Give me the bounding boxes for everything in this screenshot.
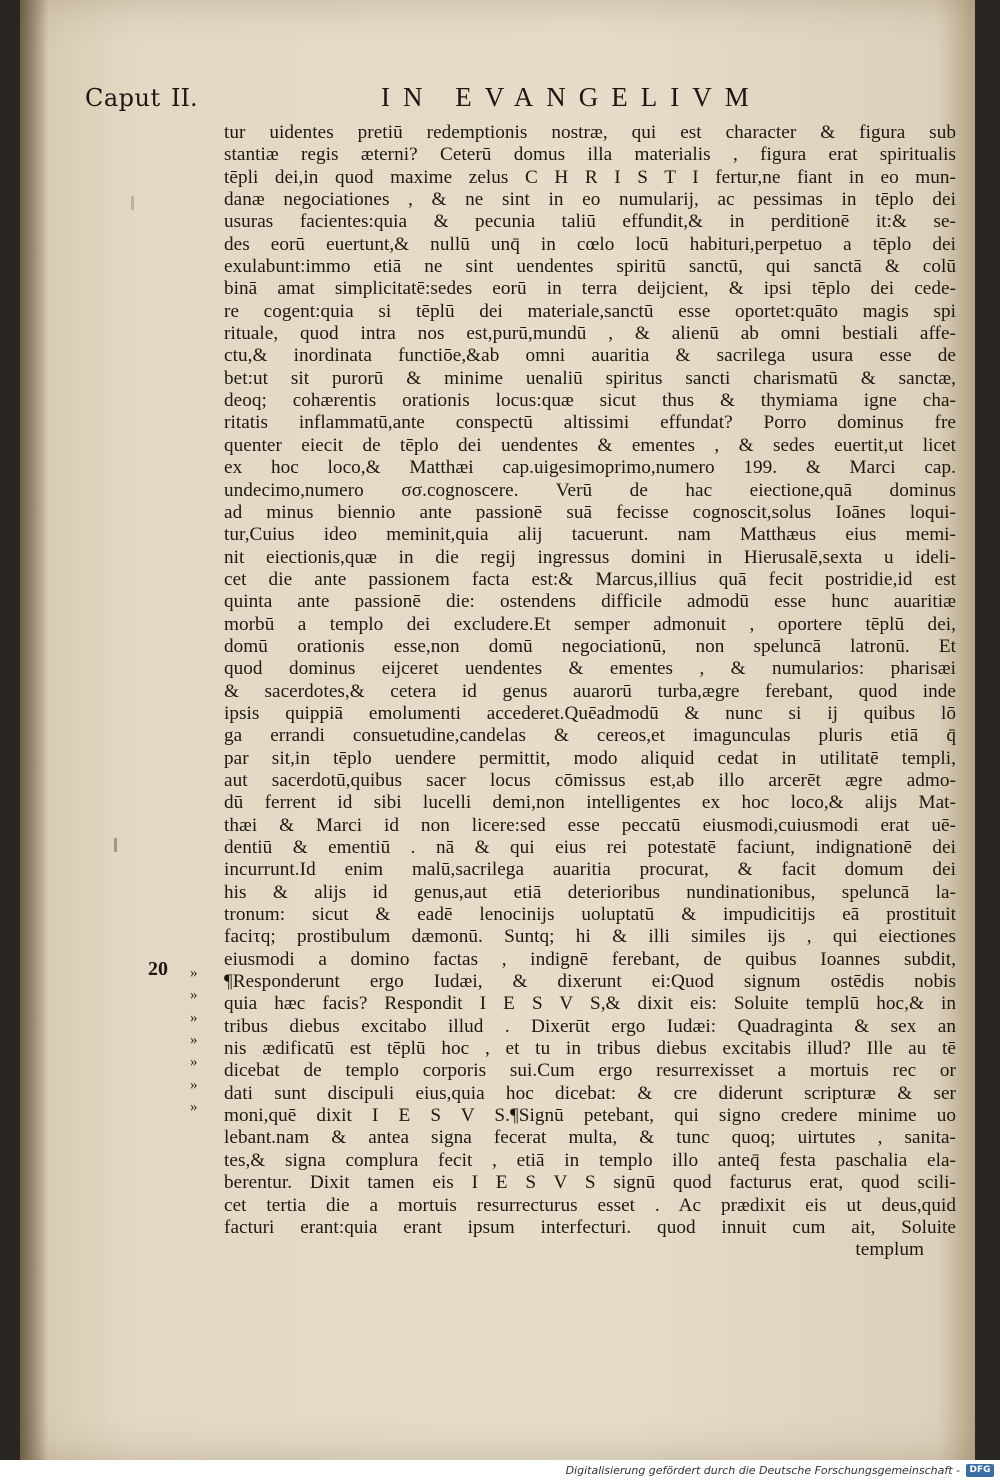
text-line: ad minus biennio ante passionē suā fecisse cognoscit,solus Ioānes loqui- [224,501,956,523]
text-line: quod dominus eijceret uendentes & ementes , & numularios: pharisæi [224,658,956,680]
text-line: dicebat de templo corporis sui.Cum ergo resurrexisset a mortuis rec or [224,1060,956,1082]
text-line: nis ædificatū est tēplū hoc , et tu in tribus diebus excitabis illud? Ille au tē [224,1038,956,1060]
text-line: thæi & Marci id non licere:sed esse peccatū eiusmodi,cuiusmodi erat uē- [224,814,956,836]
text-line: par sit,in tēplo uendere permittit, modo aliquid cedat in utilitatē templi, [224,747,956,769]
quote-mark: » [190,965,198,981]
text-line: moni,quē dixit I E S V S.¶Signū petebant, qui signo credere minime uo [224,1105,956,1127]
text-line: dū ferrent id sibi lucelli demi,non intelligentes ex hoc loco,& alijs Mat- [224,792,956,814]
text-line: dati sunt discipuli eius,quia hoc dicebat: & cre diderunt scripturæ & ser [224,1082,956,1104]
text-line: re cogent:quia si tēplū dei materiale,sanctū esse oportet:quāto magis spi [224,300,956,322]
dfg-logo: DFG [966,1464,994,1477]
text-line: quenter eiecit de tēplo dei uendentes & ementes , & sedes euertit,ut licet [224,434,956,456]
text-line: ex hoc loco,& Matthæi cap.uigesimoprimo,numero 199. & Marci cap. [224,457,956,479]
text-line: cet tertia die a mortuis resurrecturus esset . Ac prædixit eis ut deus,quid [224,1194,956,1216]
quote-mark: » [190,1032,198,1049]
text-line: deoq; cohærentis orationis locus:quæ sicut thus & thymiama igne cha- [224,390,956,412]
body-text [224,122,956,1262]
quote-mark: » [190,1076,198,1093]
text-line: quia hæc facis? Respondit I E S V S,& dixit eis: Soluite templū hoc,& in [224,993,956,1015]
text-line: tēpli dei,in quod maxime zelus C H R I S T I fertur,ne fiant in eo mun- [224,166,956,188]
text-line: tur uidentes pretiū redemptionis nostræ, qui est character & figura sub [224,122,956,143]
text-line: aut sacerdotū,quibus sacer locus cōmissus est,ab illo arcerēt ægre admo- [224,769,956,791]
margin-smudge [131,196,134,210]
digitization-credit: Digitalisierung gefördert durch die Deutsche Forschungsgemeinschaft - [565,1464,960,1477]
text-line: templum [855,1239,924,1261]
verse-number: 20 [148,958,168,980]
caput-label: Caput [85,84,161,112]
text-line: berentur. Dixit tamen eis I E S V S signū quod facturus erat, quod scili- [224,1172,956,1194]
footer-bar [0,1460,1000,1482]
text-line: stantiæ regis æterni? Ceterū domus illa materialis , figura erat spiritualis [224,144,956,166]
text-line: tribus diebus excitabo illud . Dixerūt ergo Iudæi: Quadraginta & sex an [224,1015,956,1037]
text-line: danæ negociationes , & ne sint in eo numularij, ac pessimas in tēplo dei [224,189,956,211]
text-line: undecimo,numero σσ.cognoscere. Verū de hac eiectione,quā dominus [224,479,956,501]
text-line: his & alijs id genus,aut etiā deterioribus nundinationibus, speluncā la- [224,881,956,903]
text-line: dentiū & ementiū . nā & qui eius rei potestatē faciunt, indignationē dei [224,837,956,858]
text-line: rituale, quod intra nos est,purū,mundū , & alienū ab omni bestiali affe- [224,323,956,345]
quote-mark: » [190,1099,198,1116]
text-line: faciτq; prostibulum dæmonū. Suntq; hi & illi similes ijs , qui eiectiones [224,926,956,948]
quote-mark: » [190,987,198,1004]
text-line: incurrunt.Id enim malū,sacrilega auaritia procurat, & facit domum dei [224,859,956,881]
running-head [85,82,905,122]
page-title: IN EVANGELIVM [381,82,762,112]
text-line: binā amat simplicitatē:sedes eorū in terra deijcient, & ipsi tēplo dei cede- [224,278,956,300]
text-line: exulabunt:immo etiā ne sint uendentes spiritū sanctū, qui sanctā & colū [224,256,956,278]
text-line: quinta ante passionē die: ostendens difficile admodū esse hunc auaritiæ [224,591,956,613]
text-line: usuras facientes:quia & pecunia taliū effundit,& in perditionē it:& se- [224,211,956,233]
margin-quote-marks [190,962,220,1118]
text-line: morbū a templo dei excludere.Et semper admonuit , oportere tēplū dei, [224,613,956,635]
text-line: tronum: sicut & eadē lenocinijs uoluptatū & impudicitijs eā prostituit [224,904,956,926]
caput-number: II. [171,84,198,112]
margin-smudge [114,838,117,852]
text-line: tur,Cuius ideo meminit,quia alij tacuerunt. nam Matthæus eius memi- [224,524,956,546]
quote-mark: » [190,1054,198,1071]
text-line: ga errandi consuetudine,candelas & cereos,et imagunculas pluris etiā q̄ [224,725,956,747]
text-line: ctu,& inordinata functiōe,&ab omni auaritia & sacrilega usura esse de [224,345,956,367]
text-line: nit eiectionis,quæ in die regij ingressus domini in Hierusalē,sexta u ideli- [224,546,956,568]
quote-mark: » [190,1009,198,1026]
text-line: eiusmodi a domino factas , indignē ferebant, de quibus Ioannes subdit, [224,948,956,970]
text-line: cet die ante passionem facta est:& Marcus,illius quā fecit postridie,id est [224,568,956,590]
text-line: ipsis quippiā emolumenti accederet.Quēadmodū & nunc si ij quibus lō [224,702,956,724]
text-line: domū orationis esse,non domū negociationū, non speluncā latronū. Et [224,635,956,657]
text-line: & sacerdotes,& cetera id genus auarorū turba,ægre ferebant, quod inde [224,680,956,702]
text-line: tes,& signa complura fecit , etiā in templo illo anteq̄ festa paschalia ela- [224,1149,956,1171]
text-line: des eorū euertunt,& nullū unq̄ in cœlo locū habituri,perpetuo a tēplo dei [224,233,956,255]
text-line: ritatis inflammatū,ante conspectū altissimi effundat? Porro dominus fre [224,412,956,434]
text-line: lebant.nam & antea signa fecerat multa, & tunc quoq; uirtutes , sanita- [224,1127,956,1149]
text-line: ¶Responderunt ergo Iudæi, & dixerunt ei:Quod signum ostēdis nobis [224,971,956,993]
text-line: facturi erant:quia erant ipsum interfecturi. quod innuit cum ait, Soluite [224,1216,956,1238]
text-line: bet:ut sit purorū & minime uenaliū spiritus sancti charismatū & sanctæ, [224,367,956,389]
